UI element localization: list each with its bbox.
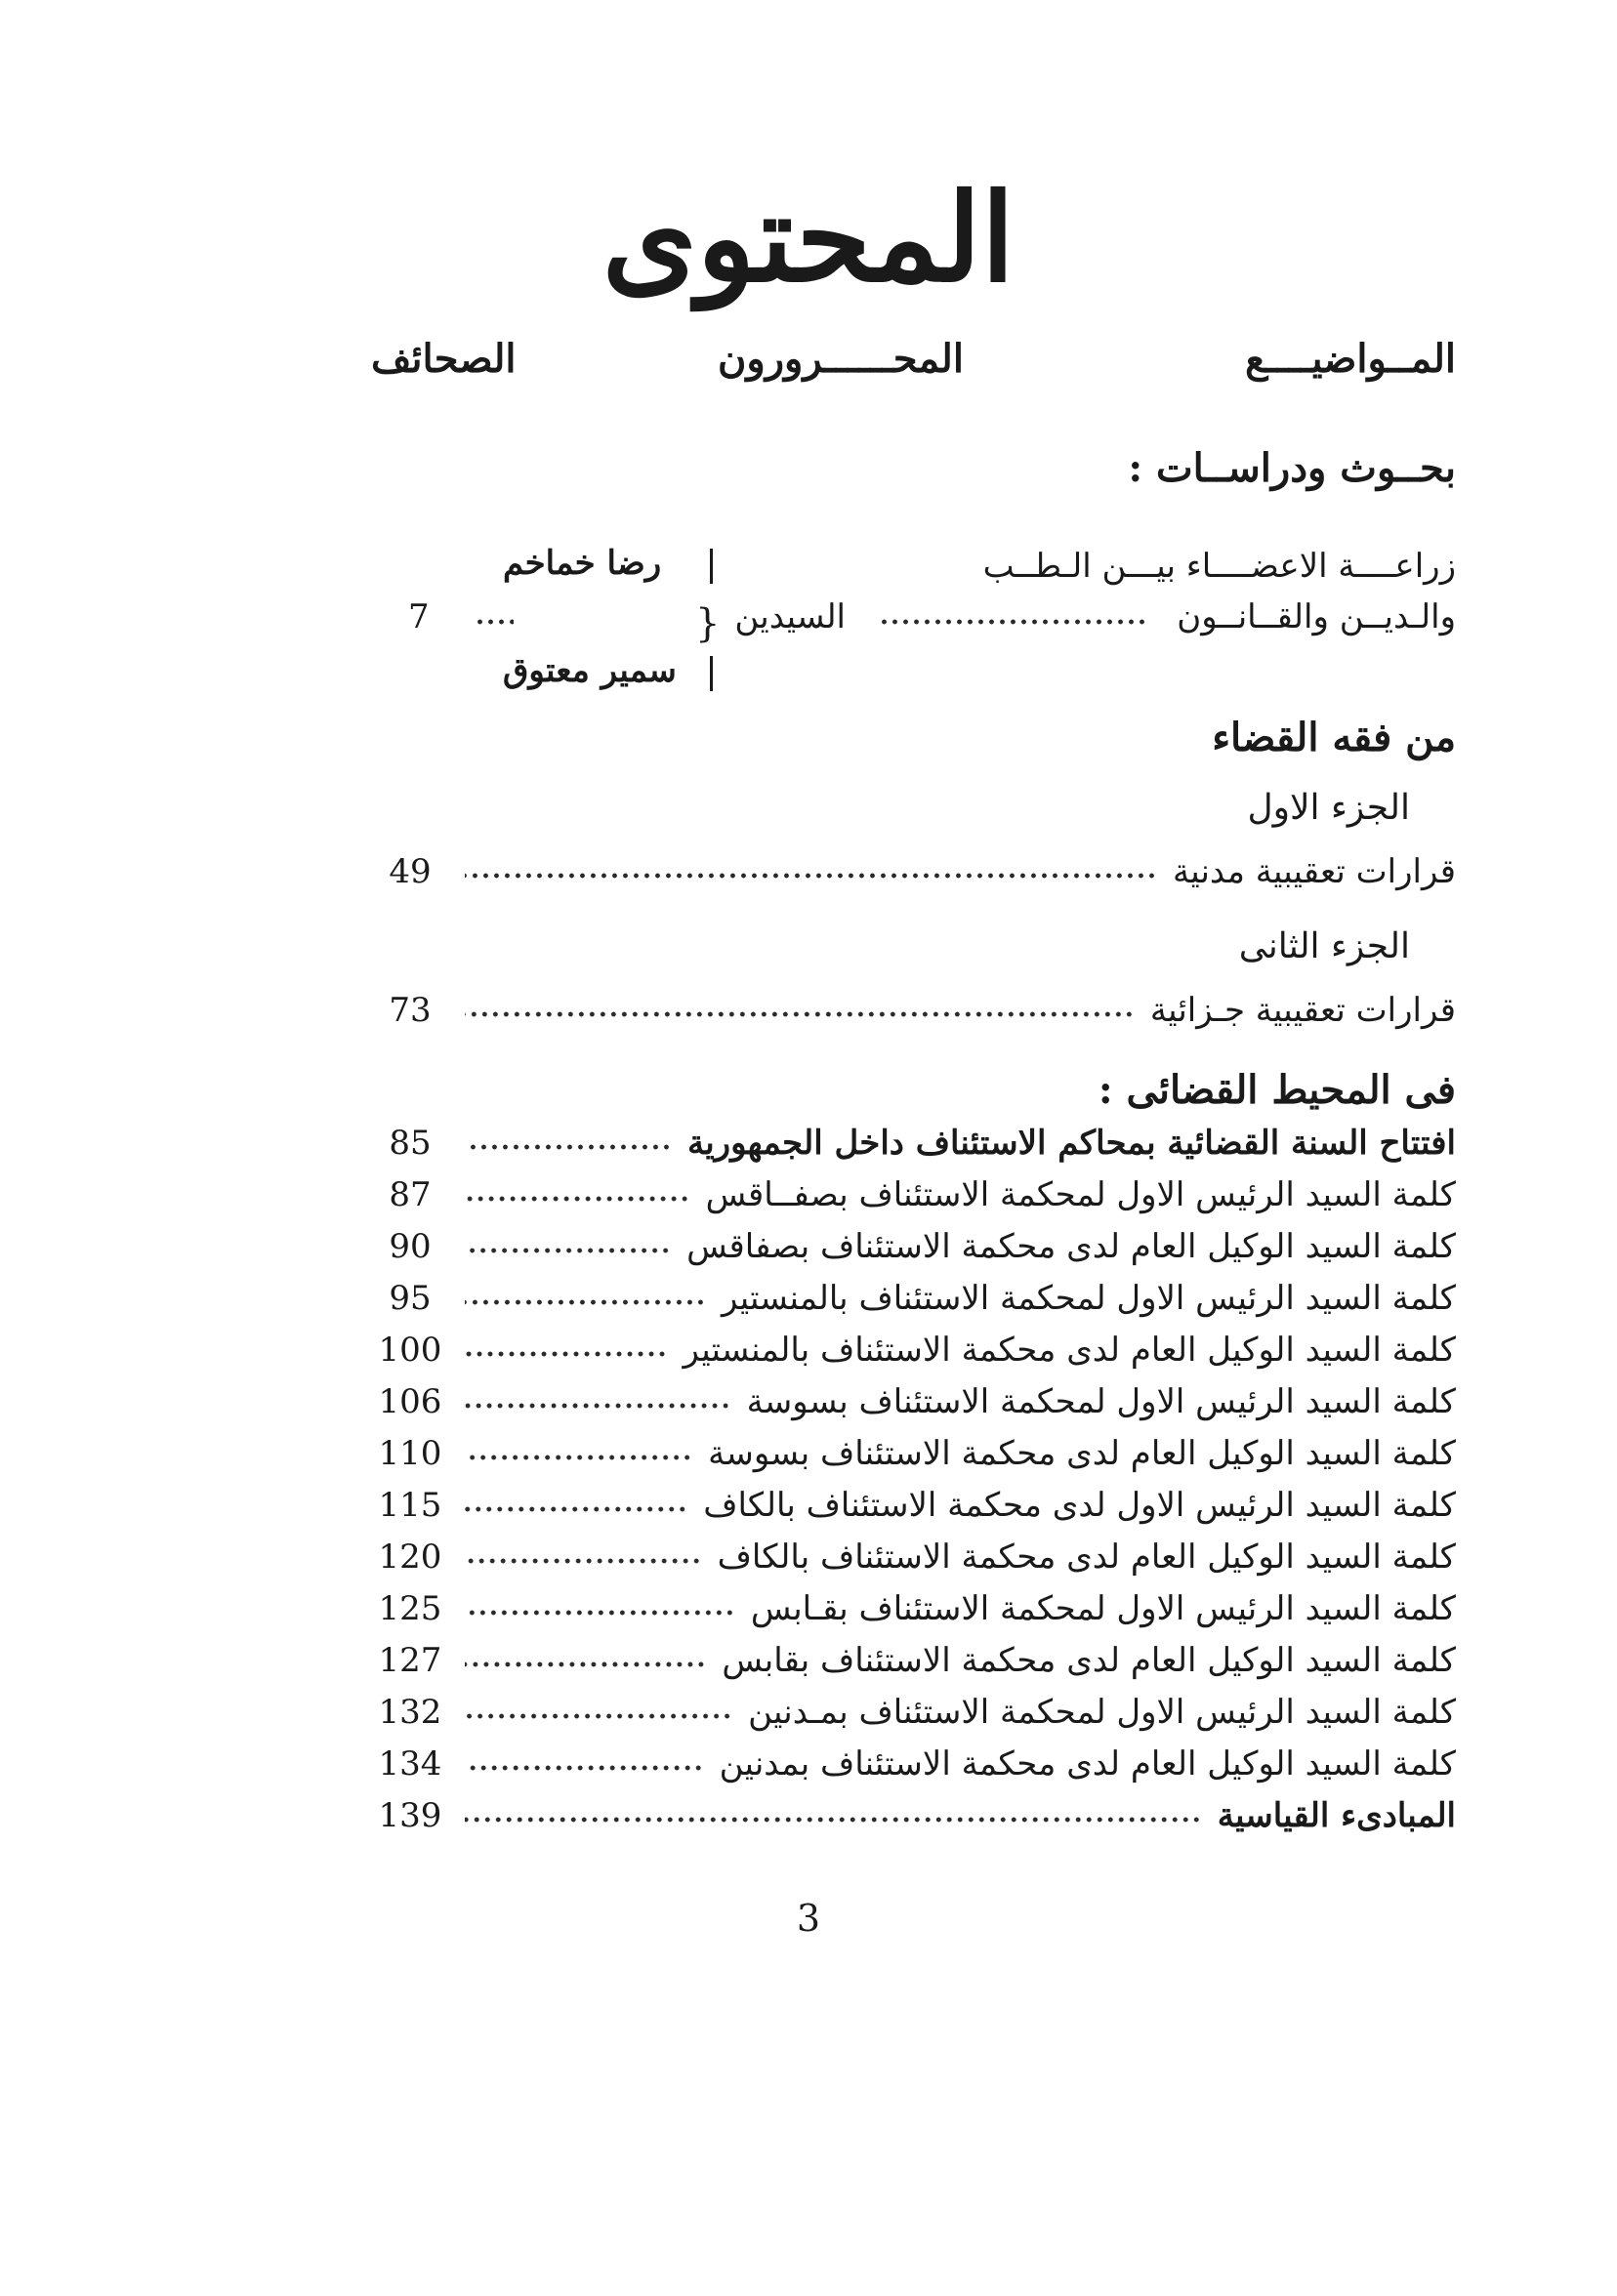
- toc-row: [371, 1168, 1456, 1221]
- author-bar: [710, 549, 713, 584]
- toc-entry-text: كلمة السيد الرئيس الاول لمحكمة الاستئناف بقـابس: [750, 1589, 1456, 1628]
- toc-page-number: 115: [378, 1486, 442, 1525]
- toc-page-number: 85: [389, 1124, 432, 1163]
- toc-page-number: 106: [378, 1382, 442, 1421]
- toc-entry-text: كلمة السيد الرئيس الاول لمحكمة الاستئناف بسوسة: [746, 1382, 1456, 1421]
- toc-row: [371, 1634, 1456, 1687]
- dot-leader: [465, 1761, 704, 1775]
- toc-row: [371, 984, 1456, 1037]
- toc-entry-text: كلمة السيد الوكيل العام لدى محكمة الاستئناف بقابس: [722, 1641, 1456, 1680]
- toc-row: [371, 1686, 1456, 1739]
- toc-row: [371, 1220, 1456, 1273]
- toc-page-number: 139: [378, 1796, 442, 1835]
- toc-row: [371, 1324, 1456, 1376]
- study-title-line-1: زراعــــة الاعضــــاء بيـــن الـطــب: [982, 547, 1456, 586]
- dot-leader: [465, 1709, 732, 1723]
- dot-leader: [465, 1192, 690, 1206]
- toc-row: [371, 1375, 1456, 1428]
- toc-row: [371, 845, 1456, 898]
- dot-leader: [465, 1606, 735, 1620]
- dot-leader: [465, 1295, 706, 1309]
- study-title-line-2: والـديــن والقــانــون: [1177, 597, 1456, 636]
- toc-row: [371, 1272, 1456, 1325]
- toc-page-number: 134: [378, 1744, 442, 1784]
- dot-leader: [475, 615, 514, 629]
- toc-row: [371, 1479, 1456, 1532]
- toc-entry-text: كلمة السيد الرئيس الاول لمحكمة الاستئناف بمـدنين: [748, 1693, 1456, 1732]
- study-author-2: سمير معتوق: [503, 651, 677, 690]
- section-title-jurisprudence: من فقه القضاء: [1212, 715, 1456, 760]
- dot-leader: [465, 1813, 1202, 1826]
- toc-page-number: 90: [389, 1227, 432, 1266]
- dot-leader: [465, 1554, 702, 1568]
- dot-leader: [465, 1399, 731, 1413]
- section-title-studies: بحــوث ودراســات :: [1128, 445, 1456, 491]
- dot-leader: [465, 1502, 687, 1516]
- toc-entry-text: كلمة السيد الوكيل العام لدى محكمة الاستئناف بالكاف: [717, 1538, 1456, 1577]
- toc-entry-text: كلمة السيد الرئيس الاول لمحكمة الاستئناف بالمنستير: [721, 1279, 1456, 1318]
- toc-entry-text: كلمة السيد الوكيل العام لدى محكمة الاستئناف بسوسة: [708, 1434, 1456, 1473]
- column-header-editors: المحــــــرورون: [718, 336, 964, 382]
- part-2-title: الجزء الثانى: [1238, 926, 1410, 966]
- dot-leader: [465, 869, 1157, 882]
- toc-row: [371, 1427, 1456, 1480]
- toc-page-number: 49: [389, 852, 432, 891]
- part-1-title: الجزء الاول: [1247, 788, 1410, 828]
- toc-row: [371, 1738, 1456, 1790]
- toc-row: [371, 1531, 1456, 1583]
- column-header-pages: الصحائف: [371, 336, 517, 382]
- toc-entry-text: كلمة السيد الوكيل العام لدى محكمة الاستئناف بالمنستير: [683, 1331, 1456, 1370]
- author-bar: [710, 656, 713, 691]
- dot-leader: [465, 1140, 672, 1154]
- page-number: 3: [796, 1897, 821, 1940]
- toc-page-number: 125: [378, 1589, 442, 1628]
- toc-page-number: 132: [378, 1693, 442, 1732]
- dot-leader: [465, 1658, 706, 1671]
- toc-page-number: 110: [378, 1434, 442, 1473]
- study-page-number: 7: [408, 597, 430, 636]
- toc-entry-text: كلمة السيد الوكيل العام لدى محكمة الاستئناف بمدنين: [719, 1744, 1456, 1784]
- toc-entry-text: المبادىء القياسية: [1217, 1796, 1456, 1835]
- toc-page-number: 120: [378, 1538, 442, 1577]
- toc-row: [371, 1582, 1456, 1635]
- dot-leader: [465, 1347, 668, 1361]
- toc-row: [371, 1117, 1456, 1169]
- toc-entry-text: كلمة السيد الرئيس الاول لدى محكمة الاستئناف بالكاف: [703, 1486, 1456, 1525]
- column-header-topics: المــواضيــــع: [1245, 336, 1456, 382]
- study-author-1: رضا خماخم: [503, 544, 662, 583]
- toc-entry-text: كلمة السيد الوكيل العام لدى محكمة الاستئناف بصفاقس: [686, 1227, 1456, 1266]
- toc-page-number: 87: [389, 1175, 432, 1214]
- dot-leader: [879, 615, 1147, 629]
- dot-leader: [465, 1244, 671, 1257]
- toc-entry-text: قرارات تعقيبية مدنية: [1172, 852, 1456, 891]
- section-title-judicial: فى المحيط القضائى :: [1098, 1067, 1456, 1113]
- toc-page-number: 73: [389, 991, 432, 1030]
- dot-leader: [465, 1451, 692, 1464]
- toc-entry-text: قرارات تعقيبية جـزائية: [1149, 991, 1456, 1030]
- dot-leader: [465, 1007, 1135, 1021]
- toc-row: [371, 1789, 1456, 1842]
- toc-page-number: 95: [389, 1279, 432, 1318]
- page-title: المحتوى: [601, 168, 1016, 309]
- toc-page-number: 100: [378, 1331, 442, 1370]
- study-connector: السيدين: [734, 597, 846, 636]
- toc-page-number: 127: [378, 1641, 442, 1680]
- toc-entry-text: كلمة السيد الرئيس الاول لمحكمة الاستئناف بصفــاقس: [705, 1175, 1456, 1214]
- author-brace: }: [695, 601, 721, 646]
- toc-entry-text: افتتاح السنة القضائية بمحاكم الاستئناف داخل الجمهورية: [686, 1124, 1456, 1163]
